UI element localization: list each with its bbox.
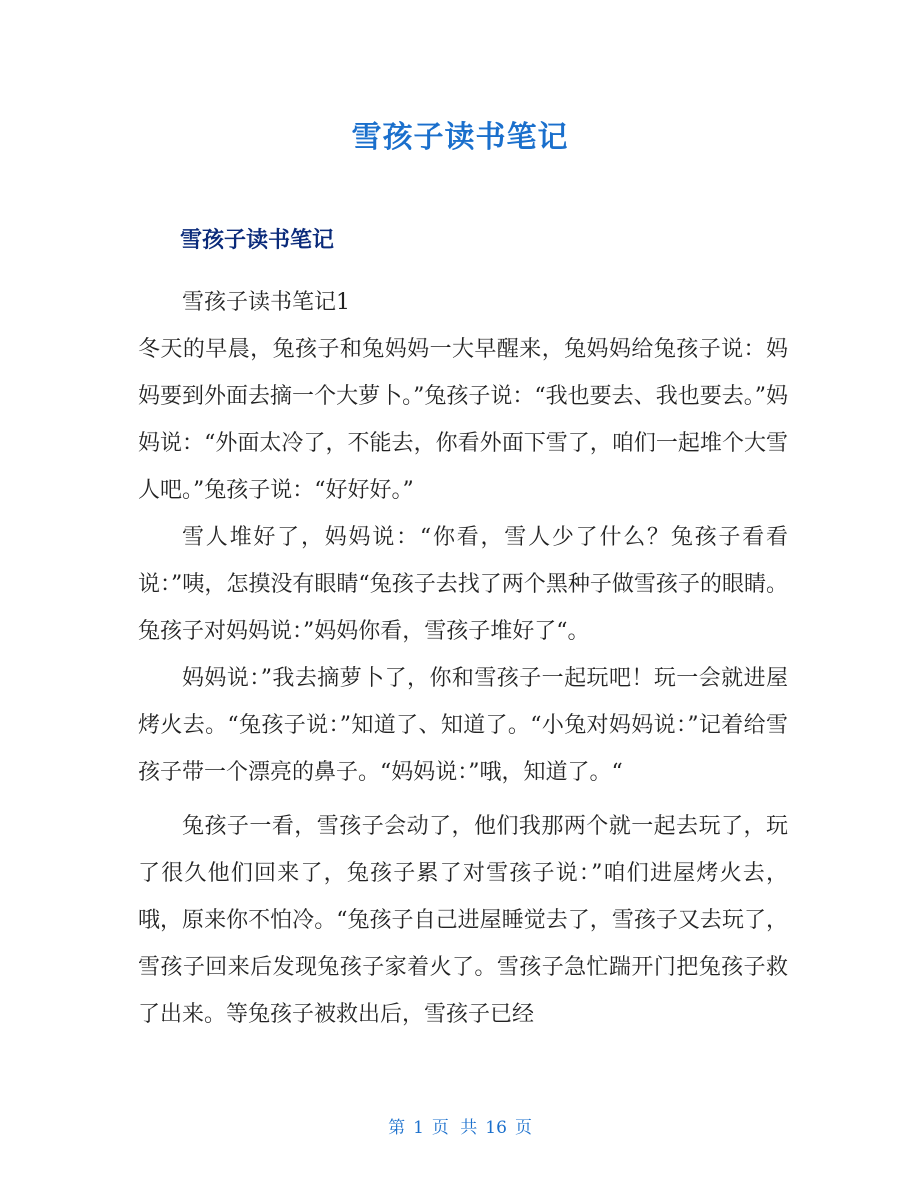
footer-total-pages: 16 bbox=[485, 1118, 507, 1138]
document-body bbox=[138, 279, 788, 1038]
footer-suffix: 页 bbox=[514, 1118, 532, 1138]
footer-page-number: 1 bbox=[413, 1118, 424, 1138]
paragraph-1: 冬天的早晨，兔孩子和兔妈妈一大早醒来，兔妈妈给兔孩子说：妈妈要到外面去摘一个大萝卜。”兔孩子说：“我也要去、我也要去。”妈妈说：“外面太冷了，不能去，你看外面下雪了，咱们一起堆个大雪人吧。”兔孩子说：“好好好。” bbox=[138, 337, 788, 503]
page-footer bbox=[0, 1113, 920, 1138]
section-heading: 雪孩子读书笔记 bbox=[180, 228, 335, 253]
footer-middle: 页 共 bbox=[431, 1118, 478, 1138]
paragraph-2: 雪人堆好了，妈妈说：“你看，雪人少了什么？兔孩子看看说：”咦，怎摸没有眼睛“兔孩子去找了两个黑种子做雪孩子的眼睛。兔孩子对妈妈说：”妈妈你看，雪孩子堆好了“。 bbox=[138, 525, 788, 644]
paragraph-3: 妈妈说：”我去摘萝卜了，你和雪孩子一起玩吧！玩一会就进屋烤火去。“兔孩子说：”知道了、知道了。“小兔对妈妈说：”记着给雪孩子带一个漂亮的鼻子。“妈妈说：”哦，知道了。“ bbox=[138, 666, 788, 785]
subtitle: 雪孩子读书笔记1 bbox=[182, 290, 350, 315]
paragraph-4: 兔孩子一看，雪孩子会动了，他们我那两个就一起去玩了，玩了很久他们回来了，兔孩子累了对雪孩子说：”咱们进屋烤火去，哦，原来你不怕冷。“兔孩子自己进屋睡觉去了，雪孩子又去玩了，雪孩子回来后发现兔孩子家着火了。雪孩子急忙踹开门把兔孩子救了出来。等兔孩子被救出后，雪孩子已经 bbox=[138, 814, 788, 1027]
document-title: 雪孩子读书笔记 bbox=[351, 120, 569, 155]
footer-prefix: 第 bbox=[388, 1118, 406, 1138]
